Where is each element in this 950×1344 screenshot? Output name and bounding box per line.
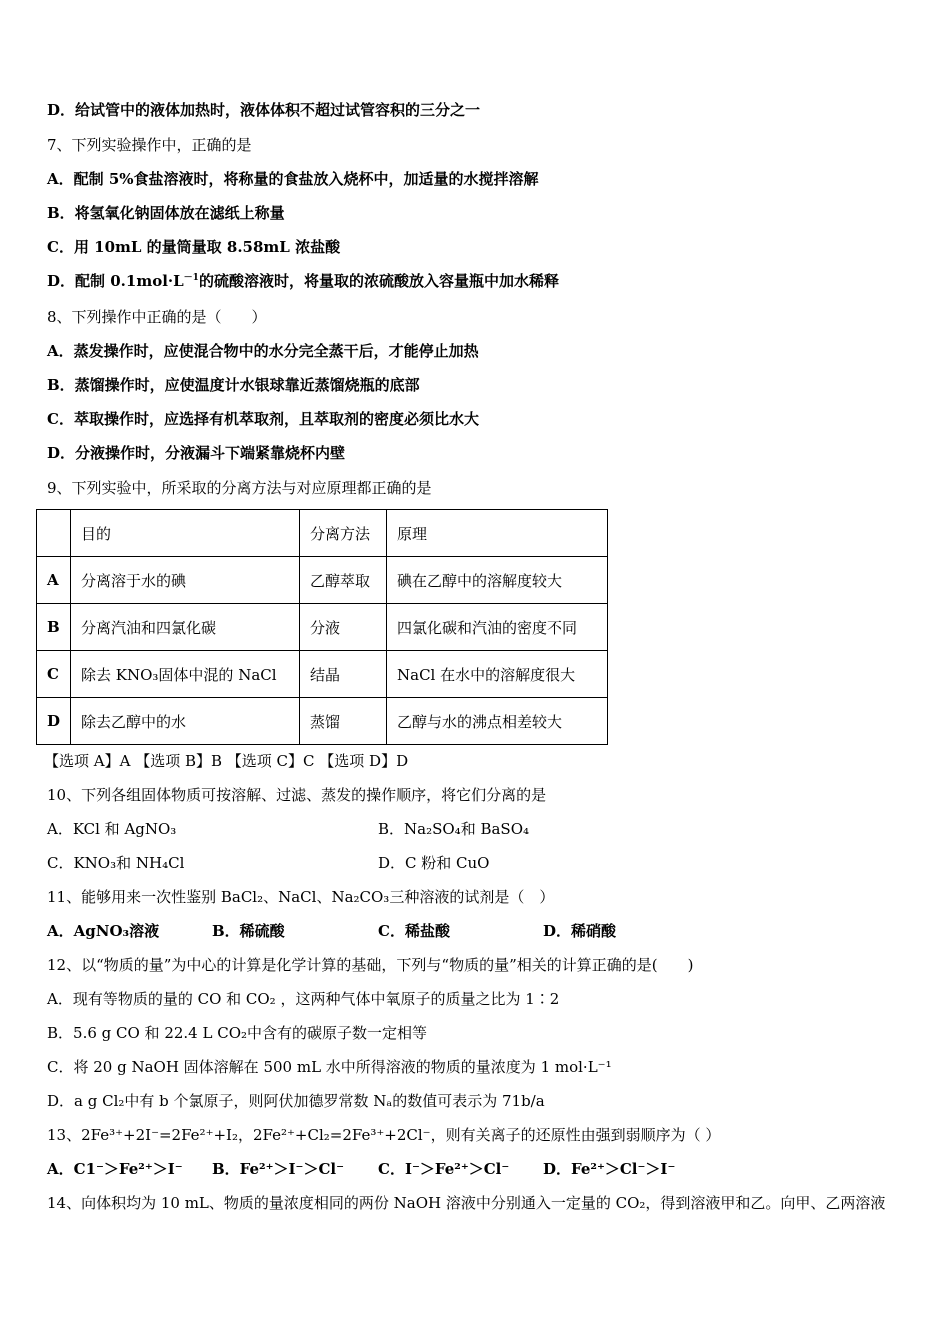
table-row (37, 557, 608, 604)
q12-option-d: D．a g Cl₂中有 b 个氯原子，则阿伏加德罗常数 Nₐ的数值可表示为 71b/a (47, 1092, 545, 1110)
table-cell: 分离溶于水的碘 (71, 557, 300, 604)
q8-stem: 8、下列操作中正确的是（ ） (47, 308, 267, 326)
table-cell: 乙醇萃取 (300, 557, 387, 604)
q13-stem: 13、2Fe³⁺+2I⁻=2Fe²⁺+I₂，2Fe²⁺+Cl₂=2Fe³⁺+2Cl⁻，则有关离子的还原性由强到弱顺序为（ ） (47, 1126, 721, 1144)
table-cell: 除去 KNO₃固体中混的 NaCl (71, 651, 300, 698)
table-cell: NaCl 在水中的溶解度很大 (387, 651, 608, 698)
q8-option-a: A．蒸发操作时，应使混合物中的水分完全蒸干后，才能停止加热 (47, 342, 479, 360)
table-row (37, 698, 608, 745)
q8-option-b: B．蒸馏操作时，应使温度计水银球靠近蒸馏烧瓶的底部 (47, 376, 420, 394)
q7-stem: 7、下列实验操作中，正确的是 (47, 136, 252, 154)
q13-option-a: A．C1⁻＞Fe²⁺＞I⁻ (47, 1160, 183, 1178)
q7d-text-post: 的硫酸溶液时，将量取的浓硫酸放入容量瓶中加水稀释 (198, 272, 559, 290)
q13-option-d: D．Fe²⁺＞Cl⁻＞I⁻ (543, 1160, 676, 1178)
q12-option-b: B．5.6 g CO 和 22.4 L CO₂中含有的碳原子数一定相等 (47, 1024, 428, 1042)
q9-stem: 9、下列实验中，所采取的分离方法与对应原理都正确的是 (47, 479, 432, 497)
q11-stem: 11、能够用来一次性鉴别 BaCl₂、NaCl、Na₂CO₃三种溶液的试剂是（ ） (47, 888, 555, 906)
q7-option-a: A．配制 5%食盐溶液时，将称量的食盐放入烧杯中，加适量的水搅拌溶解 (47, 170, 539, 188)
q10-option-b: B．Na₂SO₄和 BaSO₄ (378, 820, 530, 838)
q12-stem: 12、以“物质的量”为中心的计算是化学计算的基础，下列与“物质的量”相关的计算正确的是( ) (47, 956, 694, 974)
table-cell: B (37, 604, 71, 651)
q6-option-d: D．给试管中的液体加热时，液体体积不超过试管容积的三分之一 (47, 101, 481, 119)
table-header-cell (37, 510, 71, 557)
separation-table (36, 509, 608, 745)
q7-option-d (47, 271, 559, 291)
q14-stem: 14、向体积均为 10 mL、物质的量浓度相同的两份 NaOH 溶液中分别通入一定量的 CO₂，得到溶液甲和乙。向甲、乙两溶液 (47, 1194, 886, 1212)
table-cell: C (37, 651, 71, 698)
table-cell: 蒸馏 (300, 698, 387, 745)
table-header-cell: 目的 (71, 510, 300, 557)
q13-option-c: C．I⁻＞Fe²⁺＞Cl⁻ (378, 1160, 510, 1178)
table-cell: 除去乙醇中的水 (71, 698, 300, 745)
q10-option-c: C．KNO₃和 NH₄Cl (47, 854, 185, 872)
table-cell: D (37, 698, 71, 745)
table-cell: 碘在乙醇中的溶解度较大 (387, 557, 608, 604)
table-cell: 分液 (300, 604, 387, 651)
table-cell: 四氯化碳和汽油的密度不同 (387, 604, 608, 651)
table-header-row (37, 510, 608, 557)
q9-answer-options: 【选项 A】A 【选项 B】B 【选项 C】C 【选项 D】D (44, 752, 409, 770)
q10-option-a: A．KCl 和 AgNO₃ (47, 820, 177, 838)
table-header-cell: 原理 (387, 510, 608, 557)
table-row (37, 604, 608, 651)
q7-option-b: B．将氢氧化钠固体放在滤纸上称量 (47, 204, 285, 222)
q10-stem: 10、下列各组固体物质可按溶解、过滤、蒸发的操作顺序，将它们分离的是 (47, 786, 547, 804)
q11-option-d: D．稀硝酸 (543, 922, 617, 940)
q7d-superscript: －1 (183, 273, 199, 283)
q7d-text-pre: D．配制 0.1mol·L (47, 272, 184, 290)
table-cell: 结晶 (300, 651, 387, 698)
q12-option-a: A．现有等物质的量的 CO 和 CO₂ ，这两种气体中氧原子的质量之比为 1∶2 (47, 990, 560, 1008)
q8-option-c: C．萃取操作时，应选择有机萃取剂，且萃取剂的密度必须比水大 (47, 410, 479, 428)
q11-option-b: B．稀硫酸 (212, 922, 285, 940)
q12-option-c: C．将 20 g NaOH 固体溶解在 500 mL 水中所得溶液的物质的量浓度为 1 mol·L⁻¹ (47, 1058, 612, 1076)
q11-option-c: C．稀盐酸 (378, 922, 450, 940)
q13-option-b: B．Fe²⁺＞I⁻＞Cl⁻ (212, 1160, 345, 1178)
table-row (37, 651, 608, 698)
table-header-cell: 分离方法 (300, 510, 387, 557)
q8-option-d: D．分液操作时，分液漏斗下端紧靠烧杯内壁 (47, 444, 346, 462)
table-cell: 分离汽油和四氯化碳 (71, 604, 300, 651)
q7-option-c: C．用 10mL 的量筒量取 8.58mL 浓盐酸 (47, 238, 341, 256)
table-cell: A (37, 557, 71, 604)
q10-option-d: D．C 粉和 CuO (378, 854, 490, 872)
q11-option-a: A．AgNO₃溶液 (47, 922, 160, 940)
table-cell: 乙醇与水的沸点相差较大 (387, 698, 608, 745)
